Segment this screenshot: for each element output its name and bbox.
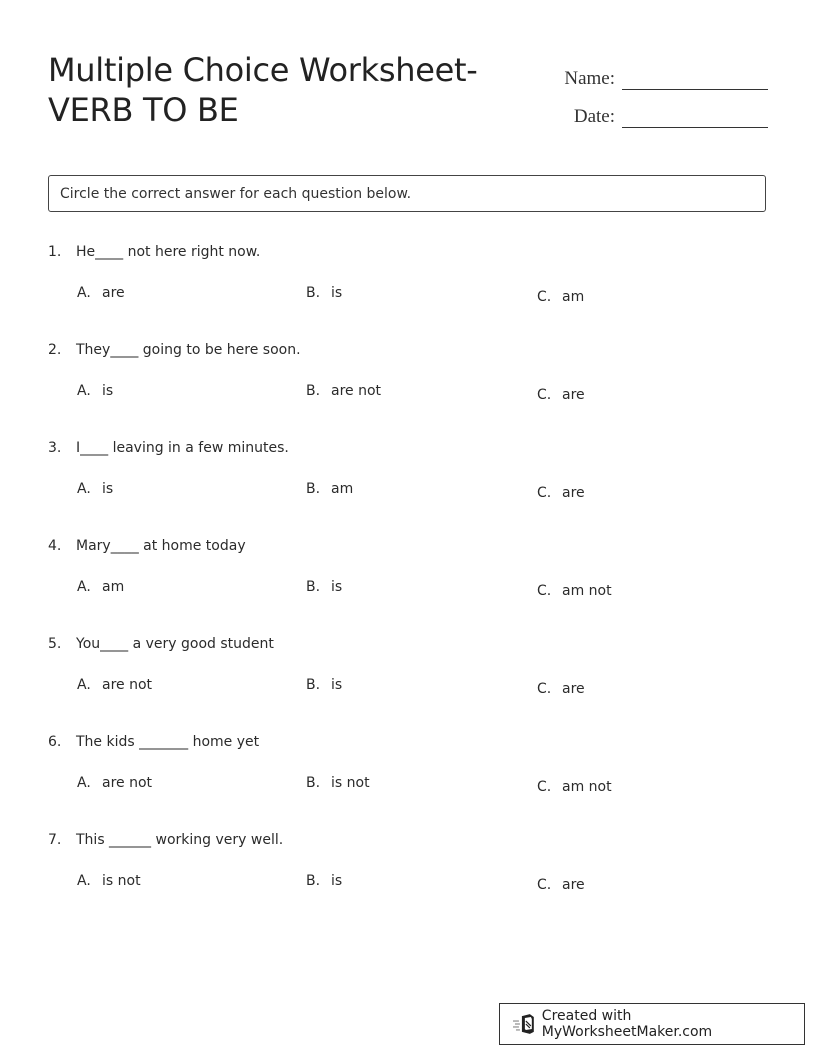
worksheet-maker-logo-icon (512, 1013, 536, 1035)
question-6 (48, 732, 768, 830)
question-4 (48, 536, 768, 634)
created-with-badge[interactable] (499, 1003, 805, 1045)
question-number: 3. (48, 440, 62, 456)
option-b[interactable]: B. are not (306, 383, 382, 399)
option-c[interactable]: C. am not (537, 583, 612, 599)
option-a[interactable]: A. is (77, 383, 114, 399)
question-3 (48, 438, 768, 536)
option-b[interactable]: B. am (306, 481, 354, 497)
instructions-box: Circle the correct answer for each question below. (48, 175, 766, 212)
question-5 (48, 634, 768, 732)
option-a[interactable]: A. is (77, 481, 114, 497)
option-c[interactable]: C. are (537, 387, 585, 403)
question-stem: He____ not here right now. (76, 244, 261, 260)
question-number: 6. (48, 734, 62, 750)
question-number: 2. (48, 342, 62, 358)
question-list (48, 242, 768, 928)
name-blank-line[interactable] (622, 67, 768, 90)
question-number: 5. (48, 636, 62, 652)
created-with-text: Created with MyWorksheetMaker.com (541, 1008, 713, 1040)
date-row (564, 90, 768, 128)
option-c[interactable]: C. are (537, 877, 585, 893)
question-7 (48, 830, 768, 928)
question-2 (48, 340, 768, 438)
date-label: Date: (573, 106, 615, 127)
option-c[interactable]: C. are (537, 681, 585, 697)
question-stem: I____ leaving in a few minutes. (76, 440, 289, 456)
question-1 (48, 242, 768, 340)
student-info (564, 52, 768, 128)
option-c[interactable]: C. am not (537, 779, 612, 795)
option-c[interactable]: C. are (537, 485, 585, 501)
name-row (564, 52, 768, 90)
option-a[interactable]: A. are not (77, 677, 153, 693)
title-line-2: VERB TO BE (48, 91, 239, 129)
question-number: 1. (48, 244, 62, 260)
name-label: Name: (564, 68, 615, 89)
title-line-1: Multiple Choice Worksheet- (48, 51, 478, 89)
option-b[interactable]: B. is (306, 677, 343, 693)
question-number: 4. (48, 538, 62, 554)
option-b[interactable]: B. is (306, 285, 343, 301)
option-a[interactable]: A. are (77, 285, 125, 301)
option-b[interactable]: B. is (306, 873, 343, 889)
option-b[interactable]: B. is (306, 579, 343, 595)
question-stem: They____ going to be here soon. (76, 342, 301, 358)
date-blank-line[interactable] (622, 105, 768, 128)
option-a[interactable]: A. am (77, 579, 125, 595)
question-stem: Mary____ at home today (76, 538, 246, 554)
question-stem: You____ a very good student (76, 636, 274, 652)
option-b[interactable]: B. is not (306, 775, 370, 791)
option-c[interactable]: C. am (537, 289, 585, 305)
question-stem: The kids _______ home yet (76, 734, 260, 750)
question-number: 7. (48, 832, 62, 848)
question-stem: This ______ working very well. (76, 832, 284, 848)
option-a[interactable]: A. are not (77, 775, 153, 791)
option-a[interactable]: A. is not (77, 873, 141, 889)
worksheet-title (48, 50, 477, 130)
